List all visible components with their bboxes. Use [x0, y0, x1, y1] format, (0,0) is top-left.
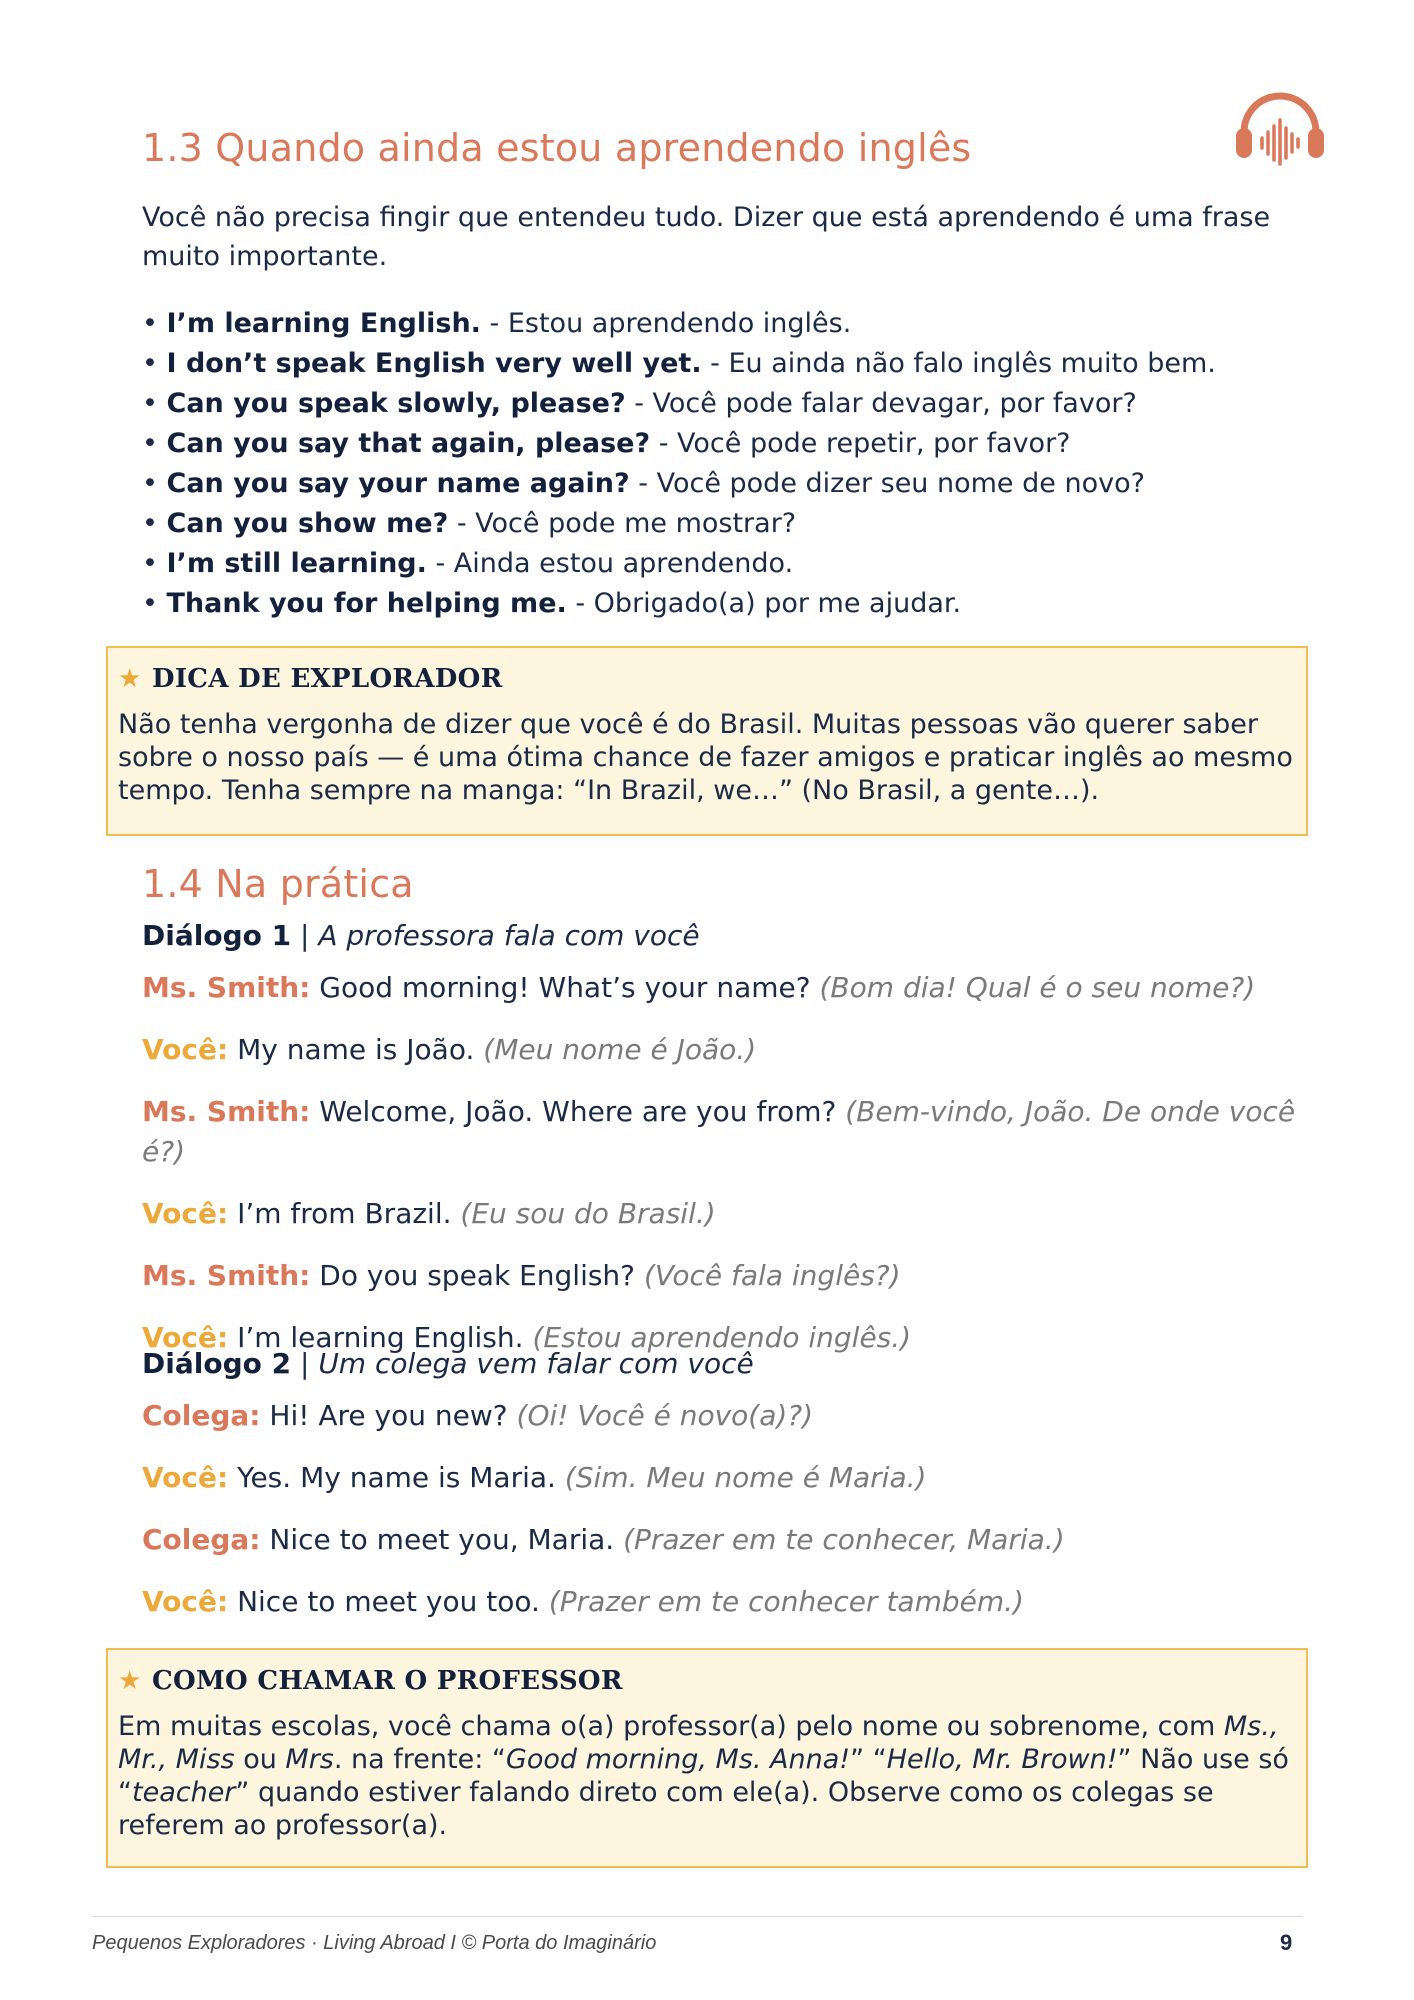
phrase-english: I’m still learning.	[166, 548, 427, 579]
dialog-line	[142, 1458, 1302, 1498]
phrase-item: • I’m still learning. - Ainda estou aprendendo.	[142, 548, 794, 579]
teacher-tip-box	[106, 1648, 1308, 1868]
phrase-portuguese: - Ainda estou aprendendo.	[426, 548, 794, 579]
line-translation: (Eu sou do Brasil.)	[460, 1197, 716, 1230]
phrase-item: • Can you say your name again? - Você pode dizer seu nome de novo?	[142, 468, 1145, 499]
dialog-lines	[142, 968, 1302, 1358]
tip-text: Em muitas escolas, você chama o(a) professor(a) pelo nome ou sobrenome, com	[118, 1711, 1224, 1742]
speaker-label: Colega:	[142, 1523, 261, 1556]
section-heading-1-4: 1.4 Na prática	[142, 862, 414, 906]
line-english: Nice to meet you, Maria.	[260, 1523, 624, 1556]
speaker-label: Você:	[142, 1321, 229, 1354]
dialog-title: Diálogo 2 | Um colega vem falar com você	[142, 1347, 754, 1380]
tip-body: Não tenha vergonha de dizer que você é do Brasil. Muitas pessoas vão querer saber sobre o nosso país — é uma ótima chance de fazer amigos e praticar inglês ao mesmo tempo. Tenha sempre na manga: “In Brazil, we…” (No Brasil, a gente…).	[118, 709, 1293, 806]
line-translation: (Bom dia! Qual é o seu nome?)	[819, 971, 1256, 1004]
tip-text: ou	[234, 1744, 286, 1775]
tip-title: COMO CHAMAR O PROFESSOR	[152, 1666, 623, 1696]
phrase-portuguese: - Você pode me mostrar?	[448, 508, 797, 539]
phrase-item: • Can you speak slowly, please? - Você pode falar devagar, por favor?	[142, 388, 1137, 419]
tip-text: ” quando estiver falando direto com ele(a). Observe como os colegas se referem ao professor(a).	[118, 1777, 1214, 1841]
phrase-list	[142, 304, 1216, 624]
line-english: Welcome, João. Where are you from?	[310, 1095, 846, 1128]
line-translation: (Prazer em te conhecer também.)	[548, 1585, 1024, 1618]
speaker-label: Você:	[142, 1585, 229, 1618]
footer-divider	[92, 1916, 1302, 1917]
line-translation: (Sim. Meu nome é Maria.)	[564, 1461, 927, 1494]
dialog-line	[142, 1030, 1302, 1070]
phrase-portuguese: - Eu ainda não falo inglês muito bem.	[701, 348, 1216, 379]
tip-body	[118, 1710, 1294, 1842]
dialog-line	[142, 1194, 1302, 1234]
page-number: 9	[1280, 1930, 1293, 1955]
line-translation: (Oi! Você é novo(a)?)	[516, 1399, 814, 1432]
tip-title: DICA DE EXPLORADOR	[152, 664, 503, 694]
phrase-portuguese: - Você pode falar devagar, por favor?	[625, 388, 1137, 419]
line-translation: (Prazer em te conhecer, Maria.)	[623, 1523, 1065, 1556]
section-heading-1-3: 1.3 Quando ainda estou aprendendo inglês	[142, 126, 972, 170]
tip-italic-text: Hello, Mr. Brown!	[886, 1744, 1118, 1775]
dialog-line	[142, 1396, 1302, 1436]
tip-text: ” “	[850, 1744, 887, 1775]
speaker-label: Você:	[142, 1461, 229, 1494]
tip-text: ” Não use só “	[118, 1744, 1289, 1808]
dialog-line	[142, 1582, 1302, 1622]
line-english: I’m learning English.	[228, 1321, 533, 1354]
dialog-1	[142, 916, 1302, 1380]
dialog-label: Diálogo 2	[142, 1347, 292, 1380]
line-translation: (Meu nome é João.)	[483, 1033, 757, 1066]
line-english: My name is João.	[228, 1033, 484, 1066]
line-english: Yes. My name is Maria.	[228, 1461, 565, 1494]
star-icon: ★	[118, 664, 142, 694]
footer-text: Pequenos Exploradores · Living Abroad I © Porta do Imaginário	[92, 1932, 657, 1954]
phrase-portuguese: - Obrigado(a) por me ajudar.	[566, 588, 962, 619]
phrase-english: I don’t speak English very well yet.	[166, 348, 702, 379]
dialog-title: Diálogo 1 | A professora fala com você	[142, 919, 700, 952]
tip-text: . na frente: “	[333, 1744, 506, 1775]
section-intro: Você não precisa fingir que entendeu tudo. Dizer que está aprendendo é uma frase muito importante.	[142, 202, 1271, 272]
tip-italic-text: teacher	[132, 1777, 236, 1808]
phrase-english: Thank you for helping me.	[166, 588, 567, 619]
tip-italic-text: Good morning, Ms. Anna!	[505, 1744, 851, 1775]
dialog-line	[142, 1256, 1302, 1296]
line-english: Nice to meet you too.	[228, 1585, 549, 1618]
line-translation: (Estou aprendendo inglês.)	[532, 1321, 912, 1354]
phrase-portuguese: - Estou aprendendo inglês.	[480, 308, 852, 339]
line-translation: (Bem-vindo, João. De onde você é?)	[142, 1095, 1296, 1168]
headphones-icon	[1232, 88, 1328, 168]
phrase-english: Can you say your name again?	[166, 468, 630, 499]
phrase-english: I’m learning English.	[166, 308, 481, 339]
phrase-item: • Can you show me? - Você pode me mostrar?	[142, 508, 797, 539]
speaker-label: Você:	[142, 1197, 229, 1230]
line-english: Good morning! What’s your name?	[310, 971, 820, 1004]
dialog-line	[142, 1092, 1302, 1172]
speaker-label: Ms. Smith:	[142, 1095, 311, 1128]
line-english: Do you speak English?	[310, 1259, 644, 1292]
speaker-label: Colega:	[142, 1399, 261, 1432]
speaker-label: Ms. Smith:	[142, 971, 311, 1004]
speaker-label: Ms. Smith:	[142, 1259, 311, 1292]
explorer-tip-box	[106, 646, 1308, 836]
tip-italic-text: Mrs	[285, 1744, 334, 1775]
phrase-portuguese: - Você pode repetir, por favor?	[650, 428, 1071, 459]
dialog-subtitle: Um colega vem falar com você	[318, 1347, 754, 1380]
dialog-2	[142, 1344, 1302, 1644]
phrase-portuguese: - Você pode dizer seu nome de novo?	[629, 468, 1145, 499]
line-english: I’m from Brazil.	[228, 1197, 461, 1230]
dialog-lines	[142, 1396, 1302, 1622]
dialog-label: Diálogo 1	[142, 919, 292, 952]
tip-italic-text: Ms., Mr., Miss	[118, 1711, 1279, 1775]
phrase-english: Can you show me?	[166, 508, 449, 539]
dialog-line	[142, 1520, 1302, 1560]
star-icon: ★	[118, 1666, 142, 1696]
line-english: Hi! Are you new?	[260, 1399, 517, 1432]
phrase-item: • I’m learning English. - Estou aprendendo inglês.	[142, 308, 852, 339]
phrase-item: • Thank you for helping me. - Obrigado(a) por me ajudar.	[142, 588, 962, 619]
dialog-line	[142, 968, 1302, 1008]
phrase-item: • Can you say that again, please? - Você pode repetir, por favor?	[142, 428, 1071, 459]
dialog-subtitle: A professora fala com você	[318, 919, 700, 952]
phrase-item: • I don’t speak English very well yet. - Eu ainda não falo inglês muito bem.	[142, 348, 1216, 379]
phrase-english: Can you speak slowly, please?	[166, 388, 626, 419]
phrase-english: Can you say that again, please?	[166, 428, 651, 459]
line-translation: (Você fala inglês?)	[643, 1259, 901, 1292]
speaker-label: Você:	[142, 1033, 229, 1066]
